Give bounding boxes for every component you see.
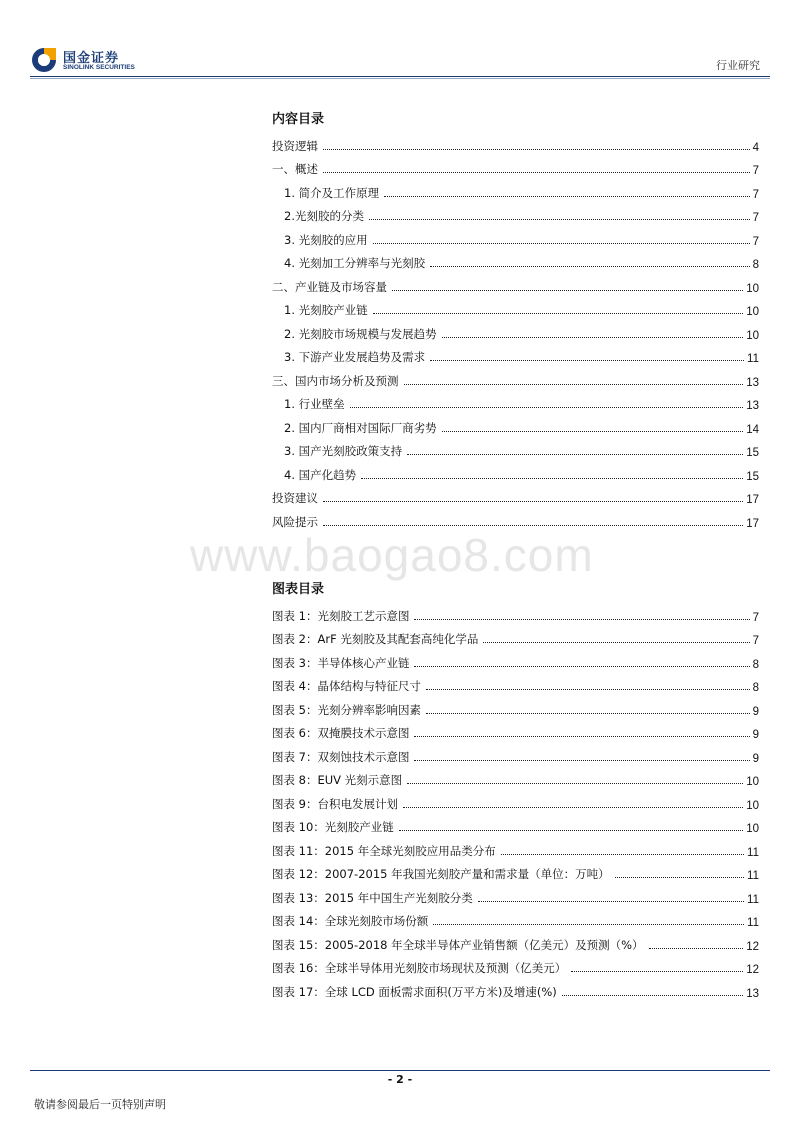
figure-entry[interactable] bbox=[272, 718, 759, 742]
toc-entry-page: 7 bbox=[752, 188, 759, 201]
figure-entry-label: 图表 16：全球半导体用光刻胶市场现状及预测（亿美元） bbox=[272, 961, 567, 975]
figure-entry[interactable] bbox=[272, 906, 759, 930]
figure-entry-page: 12 bbox=[746, 964, 759, 976]
figure-entry-page: 12 bbox=[746, 940, 759, 953]
toc-entry[interactable] bbox=[272, 436, 759, 460]
toc-entry-page: 7 bbox=[752, 235, 759, 248]
dot-leader bbox=[562, 994, 743, 996]
toc-entry-page: 7 bbox=[752, 212, 759, 224]
toc-entry[interactable] bbox=[272, 459, 759, 483]
figure-entry-label: 图表 1：光刻胶工艺示意图 bbox=[272, 608, 410, 623]
figure-entry[interactable] bbox=[272, 694, 759, 718]
dot-leader bbox=[414, 618, 749, 620]
toc-entry-label: 1. 简介及工作原理 bbox=[284, 185, 380, 200]
toc-entry[interactable] bbox=[272, 412, 759, 436]
brand-name-en: SINOLINK SECURITIES bbox=[63, 64, 135, 71]
figure-entry-label: 图表 14：全球光刻胶市场份额 bbox=[272, 914, 429, 928]
toc-entry-label: 二、产业链及市场容量 bbox=[272, 279, 387, 294]
dot-leader bbox=[361, 477, 743, 479]
dot-leader bbox=[407, 782, 743, 784]
figure-entry-label: 图表 5：光刻分辨率影响因素 bbox=[272, 702, 421, 717]
toc-entry-label: 1. 光刻胶产业链 bbox=[284, 303, 368, 317]
toc-entry[interactable] bbox=[272, 389, 759, 413]
toc-entry[interactable] bbox=[272, 295, 759, 319]
toc-entry-label: 4. 光刻加工分辨率与光刻胶 bbox=[284, 256, 426, 270]
dot-leader bbox=[478, 900, 744, 902]
toc-entry[interactable] bbox=[272, 224, 759, 248]
dot-leader bbox=[571, 970, 743, 972]
figure-entry-label: 图表 9：台积电发展计划 bbox=[272, 796, 398, 811]
figure-entry[interactable] bbox=[272, 976, 759, 1000]
figure-entry[interactable] bbox=[272, 859, 759, 883]
toc-entry-label: 2. 光刻胶市场规模与发展趋势 bbox=[284, 326, 437, 341]
figure-entry-page: 10 bbox=[746, 776, 759, 788]
sinolink-logo-icon bbox=[30, 46, 58, 74]
dot-leader bbox=[403, 806, 743, 808]
dot-leader bbox=[323, 500, 743, 502]
dot-leader bbox=[501, 853, 744, 855]
figure-entry-page: 11 bbox=[747, 846, 759, 859]
figure-entry-page: 9 bbox=[752, 705, 759, 718]
figure-entry-page: 13 bbox=[746, 987, 759, 1000]
dot-leader bbox=[483, 641, 749, 643]
toc-entry-page: 17 bbox=[746, 517, 759, 530]
toc-title: 内容目录 bbox=[272, 112, 325, 127]
dot-leader bbox=[615, 876, 744, 878]
figure-entry-page: 7 bbox=[752, 611, 759, 624]
brand-name-cn: 国金证券 bbox=[63, 51, 120, 66]
toc-entry[interactable] bbox=[272, 130, 759, 154]
figure-entry-page: 9 bbox=[752, 752, 759, 765]
figure-entry-label: 图表 10：光刻胶产业链 bbox=[272, 820, 394, 834]
dot-leader bbox=[442, 430, 744, 432]
toc-entry-label: 3. 国产光刻胶政策支持 bbox=[284, 444, 403, 458]
dot-leader bbox=[414, 665, 749, 667]
figure-entry-label: 图表 15：2005-2018 年全球半导体产业销售额（亿美元）及预测（%） bbox=[272, 937, 644, 952]
toc-entry-page: 10 bbox=[746, 329, 759, 342]
toc-entry-label: 风险提示 bbox=[272, 514, 318, 529]
dot-leader bbox=[373, 242, 750, 244]
toc-entry-page: 4 bbox=[752, 141, 759, 154]
figure-entry-label: 图表 11：2015 年全球光刻胶应用品类分布 bbox=[272, 843, 496, 858]
figure-entry[interactable] bbox=[272, 765, 759, 789]
toc-entry-label: 投资逻辑 bbox=[272, 138, 318, 153]
toc-entry[interactable] bbox=[272, 271, 759, 295]
dot-leader bbox=[430, 265, 749, 267]
figure-entry[interactable] bbox=[272, 624, 759, 648]
dot-leader bbox=[649, 947, 744, 949]
figures-title: 图表目录 bbox=[272, 582, 325, 597]
figure-entry[interactable] bbox=[272, 671, 759, 695]
toc-entry[interactable] bbox=[272, 201, 759, 225]
toc-entry-page: 15 bbox=[746, 447, 759, 459]
toc-entry-label: 三、国内市场分析及预测 bbox=[272, 373, 399, 388]
toc-entry[interactable] bbox=[272, 154, 759, 178]
toc-entry-page: 7 bbox=[752, 165, 759, 177]
toc-entry-label: 3. 下游产业发展趋势及需求 bbox=[284, 350, 426, 364]
toc-entry-label: 4. 国产化趋势 bbox=[284, 467, 357, 482]
toc-entry-label: 投资建议 bbox=[272, 491, 318, 505]
toc-entry-page: 13 bbox=[746, 376, 759, 389]
figure-entry-page: 11 bbox=[747, 893, 759, 906]
figure-entry[interactable] bbox=[272, 647, 759, 671]
figure-entry[interactable] bbox=[272, 600, 759, 624]
figure-entry-label: 图表 12：2007-2015 年我国光刻胶产量和需求量（单位：万吨） bbox=[272, 867, 610, 881]
dot-leader bbox=[442, 336, 744, 338]
figure-entry-label: 图表 2：ArF 光刻胶及其配套高纯化学品 bbox=[272, 632, 479, 646]
dot-leader bbox=[430, 359, 744, 361]
toc-entry-label: 2. 国内厂商相对国际厂商劣势 bbox=[284, 420, 437, 435]
toc-entry-page: 14 bbox=[746, 423, 759, 436]
toc-entry[interactable] bbox=[272, 483, 759, 507]
page-header bbox=[0, 0, 800, 80]
figure-entry[interactable] bbox=[272, 882, 759, 906]
figure-entry-page: 8 bbox=[752, 682, 759, 694]
toc-entry-page: 13 bbox=[746, 400, 759, 412]
dot-leader bbox=[323, 171, 750, 173]
table-of-contents bbox=[272, 130, 759, 530]
dot-leader bbox=[407, 453, 743, 455]
header-divider bbox=[30, 76, 770, 77]
dot-leader bbox=[426, 712, 750, 714]
toc-entry[interactable] bbox=[272, 177, 759, 201]
toc-entry[interactable] bbox=[272, 342, 759, 366]
toc-entry-page: 17 bbox=[746, 494, 759, 506]
dot-leader bbox=[373, 312, 744, 314]
dot-leader bbox=[399, 829, 743, 831]
dot-leader bbox=[369, 218, 750, 220]
toc-entry-label: 一、概述 bbox=[272, 162, 318, 176]
figure-entry-label: 图表 8：EUV 光刻示意图 bbox=[272, 773, 403, 787]
toc-entry-label: 1. 行业壁垒 bbox=[284, 397, 345, 411]
list-of-figures bbox=[272, 600, 759, 1000]
dot-leader bbox=[414, 735, 749, 737]
figure-entry[interactable] bbox=[272, 812, 759, 836]
toc-entry-label: 2.光刻胶的分类 bbox=[284, 209, 364, 223]
figure-entry[interactable] bbox=[272, 929, 759, 953]
figure-entry-page: 9 bbox=[752, 729, 759, 741]
dot-leader bbox=[350, 406, 744, 408]
toc-entry-label: 3. 光刻胶的应用 bbox=[284, 232, 368, 247]
toc-entry-page: 11 bbox=[747, 353, 759, 365]
figure-entry-page: 10 bbox=[746, 799, 759, 812]
figure-entry-label: 图表 13：2015 年中国生产光刻胶分类 bbox=[272, 890, 473, 905]
dot-leader bbox=[426, 688, 750, 690]
dot-leader bbox=[392, 289, 743, 291]
toc-entry[interactable] bbox=[272, 248, 759, 272]
dot-leader bbox=[384, 195, 749, 197]
toc-entry-page: 8 bbox=[752, 259, 759, 271]
dot-leader bbox=[414, 759, 749, 761]
dot-leader bbox=[433, 923, 744, 925]
toc-entry[interactable] bbox=[272, 365, 759, 389]
company-logo bbox=[30, 46, 160, 76]
figure-entry-label: 图表 4：晶体结构与特征尺寸 bbox=[272, 679, 421, 693]
figure-entry-label: 图表 17：全球 LCD 面板需求面积(万平方米)及增速(%) bbox=[272, 984, 557, 999]
disclaimer-note: 敬请参阅最后一页特别声明 bbox=[34, 1098, 166, 1111]
figure-entry-page: 7 bbox=[752, 635, 759, 647]
figure-entry-label: 图表 7：双刻蚀技术示意图 bbox=[272, 749, 410, 764]
figure-entry-page: 11 bbox=[747, 870, 759, 882]
figure-entry[interactable] bbox=[272, 788, 759, 812]
toc-entry-page: 10 bbox=[746, 306, 759, 318]
figure-entry-page: 11 bbox=[747, 917, 759, 929]
figure-entry-label: 图表 6：双掩膜技术示意图 bbox=[272, 726, 410, 740]
watermark: www.baogao8.com bbox=[190, 529, 594, 581]
figure-entry[interactable] bbox=[272, 835, 759, 859]
footer-divider bbox=[30, 1070, 770, 1071]
figure-entry-page: 10 bbox=[746, 823, 759, 835]
figure-entry-page: 8 bbox=[752, 658, 759, 671]
report-category: 行业研究 bbox=[716, 59, 760, 72]
figure-entry[interactable] bbox=[272, 953, 759, 977]
figure-entry[interactable] bbox=[272, 741, 759, 765]
figure-entry-label: 图表 3：半导体核心产业链 bbox=[272, 655, 410, 670]
page-number: - 2 - bbox=[387, 1073, 413, 1086]
header-divider-secondary bbox=[30, 78, 770, 79]
toc-entry[interactable] bbox=[272, 506, 759, 530]
dot-leader bbox=[323, 524, 743, 526]
dot-leader bbox=[323, 148, 750, 150]
toc-entry-page: 10 bbox=[746, 282, 759, 295]
toc-entry[interactable] bbox=[272, 318, 759, 342]
toc-entry-page: 15 bbox=[746, 470, 759, 483]
dot-leader bbox=[404, 383, 744, 385]
